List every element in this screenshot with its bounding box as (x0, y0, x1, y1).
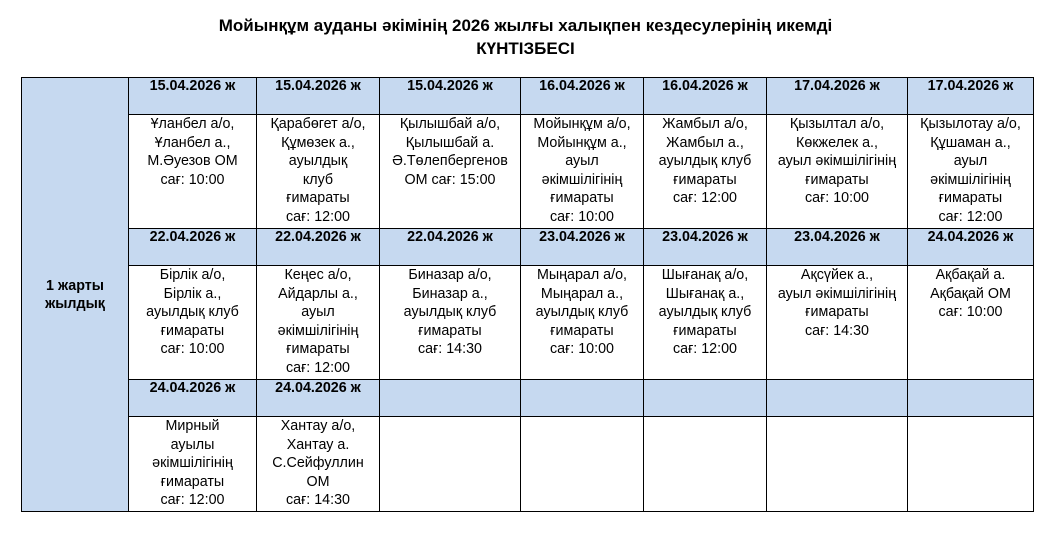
meeting-cell (767, 115, 908, 229)
period-label-line: 1 жарты (46, 277, 104, 294)
meeting-text-line: ғимараты (550, 322, 614, 339)
schedule-table (21, 77, 1034, 512)
meeting-text-line: сағ: 12:00 (672, 190, 738, 206)
meeting-row (22, 266, 1034, 380)
meeting-text-line: Ақсүйек а., (800, 267, 874, 283)
meeting-cell (380, 115, 521, 229)
meeting-text-line: Ақбақай ОМ (930, 285, 1011, 302)
meeting-text-line: ауыл әкімшілігінің (777, 153, 897, 169)
meeting-text-line: ауылдық клуб (403, 304, 497, 320)
meeting-text-line: сағ: 12:00 (285, 208, 351, 225)
date-cell: 22.04.2026 ж (129, 229, 257, 266)
meeting-text-line: Қарабөгет а/о, (270, 116, 366, 132)
meeting-text-line: сағ: 10:00 (160, 171, 225, 188)
meeting-text-line: Қызылтал а/о, (789, 116, 885, 132)
meeting-text-line: Қылышбай а/о, (399, 116, 501, 132)
meeting-text-line: сағ: 12:00 (672, 341, 738, 357)
date-cell: 15.04.2026 ж (129, 78, 257, 115)
meeting-cell (521, 417, 644, 512)
meeting-cell (644, 417, 767, 512)
meeting-text-line: ОМ (306, 473, 330, 490)
meeting-text-line: ауыл әкімшілігінің (777, 285, 897, 302)
meeting-cell (767, 266, 908, 380)
meeting-text-line: Бірлік а., (163, 285, 222, 302)
meeting-text-line: Жамбыл а., (666, 134, 744, 151)
meeting-text-line: ғимараты (160, 473, 225, 490)
meeting-text-line: ғимараты (286, 190, 350, 206)
meeting-cell (767, 417, 908, 512)
date-cell: 23.04.2026 ж (767, 229, 908, 266)
meeting-text-line: Кеңес а/о, (284, 267, 352, 283)
meeting-text-line: Биназар а/о, (408, 267, 492, 283)
meeting-text-line: Мыңарал а/о, (536, 267, 628, 283)
date-cell: 23.04.2026 ж (644, 229, 767, 266)
date-cell: 15.04.2026 ж (257, 78, 380, 115)
meeting-text-line: ауылдық клуб (146, 304, 239, 320)
meeting-cell (521, 115, 644, 229)
meeting-text-line: сағ: 12:00 (285, 359, 351, 376)
meeting-text-line: С.Сейфуллин (272, 455, 364, 471)
meeting-text-line: әкімшілігінің (930, 171, 1011, 188)
meeting-text-line: Мойынқұм а., (537, 134, 627, 151)
meeting-text-line: Құмөзек а., (281, 134, 355, 151)
meeting-text-line: ауылдық клуб (535, 304, 629, 320)
date-cell: 22.04.2026 ж (257, 229, 380, 266)
meeting-text-line: сағ: 10:00 (549, 341, 615, 357)
meeting-text-line: сағ: 10:00 (160, 341, 225, 357)
meeting-text-line: ғимараты (550, 190, 614, 206)
meeting-row (22, 115, 1034, 229)
meeting-text-line: Қызылотау а/о, (920, 116, 1021, 132)
meeting-text-line: сағ: 10:00 (938, 304, 1003, 320)
meeting-text-line: ғимараты (673, 322, 737, 339)
meeting-text-line: М.Әуезов ОМ (147, 153, 238, 169)
date-cell: 22.04.2026 ж (380, 229, 521, 266)
meeting-text-line: ғимараты (673, 171, 737, 188)
meeting-cell (380, 417, 521, 512)
meeting-text-line: Мыңарал а., (540, 285, 624, 302)
document-title (0, 14, 1051, 60)
period-label-line: жылдық (45, 295, 105, 312)
meeting-text-line: Ұланбел а., (154, 134, 231, 151)
date-cell: 16.04.2026 ж (644, 78, 767, 115)
date-cell (908, 380, 1034, 417)
meeting-text-line: Құшаман а., (930, 134, 1011, 151)
meeting-text-line: сағ: 14:30 (285, 492, 351, 508)
meeting-text-line: Көкжелек а., (796, 134, 878, 151)
meeting-text-line: ауыл (565, 153, 599, 169)
meeting-text-line: әкімшілігінің (541, 171, 623, 188)
period-cell (22, 78, 129, 512)
meeting-text-line: ғимараты (286, 341, 350, 357)
date-cell (767, 380, 908, 417)
date-cell: 24.04.2026 ж (908, 229, 1034, 266)
meeting-text-line: Бірлік а/о, (159, 267, 226, 283)
meeting-cell (129, 266, 257, 380)
meeting-text-line: Хантау а/о, (280, 418, 356, 434)
meeting-text-line: Жамбыл а/о, (662, 116, 748, 132)
meeting-text-line: ғимараты (805, 171, 869, 188)
meeting-cell (644, 115, 767, 229)
date-cell: 17.04.2026 ж (908, 78, 1034, 115)
date-cell (380, 380, 521, 417)
schedule-body (22, 78, 1034, 512)
title-line-1: Мойынқұм ауданы әкімінің 2026 жылғы халықпен кездесулерінің икемді (218, 16, 833, 35)
date-cell (644, 380, 767, 417)
meeting-row (22, 417, 1034, 512)
date-cell: 24.04.2026 ж (257, 380, 380, 417)
meeting-text-line: сағ: 14:30 (417, 341, 483, 357)
meeting-text-line: ауылдық клуб (658, 304, 752, 320)
meeting-text-line: Мойынқұм а/о, (533, 116, 631, 132)
meeting-text-line: Айдарлы а., (278, 285, 358, 302)
meeting-cell (908, 266, 1034, 380)
date-cell: 17.04.2026 ж (767, 78, 908, 115)
date-row (22, 229, 1034, 266)
meeting-text-line: ғимараты (805, 304, 869, 320)
meeting-text-line: Ұланбел а/о, (150, 116, 235, 132)
meeting-text-line: Хантау а. (286, 436, 350, 453)
meeting-text-line: ғимараты (418, 322, 482, 339)
date-cell: 23.04.2026 ж (521, 229, 644, 266)
meeting-cell (908, 115, 1034, 229)
meeting-text-line: Ә.Төлепбергенов (392, 153, 508, 169)
meeting-text-line: Шығанақ а., (665, 285, 745, 302)
meeting-text-line: ауыл (953, 153, 988, 169)
meeting-text-line: ауылдық (288, 153, 348, 169)
meeting-text-line: Биназар а., (412, 285, 488, 302)
meeting-text-line: әкімшілігінің (152, 455, 233, 471)
meeting-text-line: ОМ сағ: 15:00 (404, 171, 496, 188)
meeting-text-line: сағ: 12:00 (160, 492, 225, 508)
date-row (22, 78, 1034, 115)
date-cell: 15.04.2026 ж (380, 78, 521, 115)
meeting-cell (908, 417, 1034, 512)
meeting-cell (380, 266, 521, 380)
meeting-text-line: сағ: 12:00 (938, 208, 1003, 225)
meeting-cell (129, 417, 257, 512)
meeting-cell (521, 266, 644, 380)
meeting-text-line: ауылы (170, 436, 215, 453)
title-line-2: КҮНТІЗБЕСІ (476, 39, 575, 58)
meeting-text-line: Қылышбай а. (405, 134, 495, 151)
meeting-text-line: ғимараты (938, 190, 1003, 206)
meeting-text-line: Мирный (165, 418, 220, 434)
meeting-text-line: сағ: 14:30 (804, 322, 870, 339)
meeting-text-line: Ақбақай а. (935, 267, 1006, 283)
meeting-cell (644, 266, 767, 380)
date-row (22, 380, 1034, 417)
meeting-text-line: ауылдық клуб (658, 153, 752, 169)
meeting-cell (257, 266, 380, 380)
meeting-text-line: сағ: 10:00 (804, 190, 870, 206)
meeting-text-line: ауыл (301, 304, 335, 320)
meeting-text-line: сағ: 10:00 (549, 208, 615, 225)
meeting-cell (257, 115, 380, 229)
date-cell: 24.04.2026 ж (129, 380, 257, 417)
meeting-cell (129, 115, 257, 229)
date-cell: 16.04.2026 ж (521, 78, 644, 115)
meeting-text-line: Шығанақ а/о, (661, 267, 749, 283)
meeting-text-line: ғимараты (160, 322, 225, 339)
meeting-text-line: клуб (302, 171, 334, 188)
date-cell (521, 380, 644, 417)
meeting-cell (257, 417, 380, 512)
meeting-text-line: әкімшілігінің (277, 322, 359, 339)
